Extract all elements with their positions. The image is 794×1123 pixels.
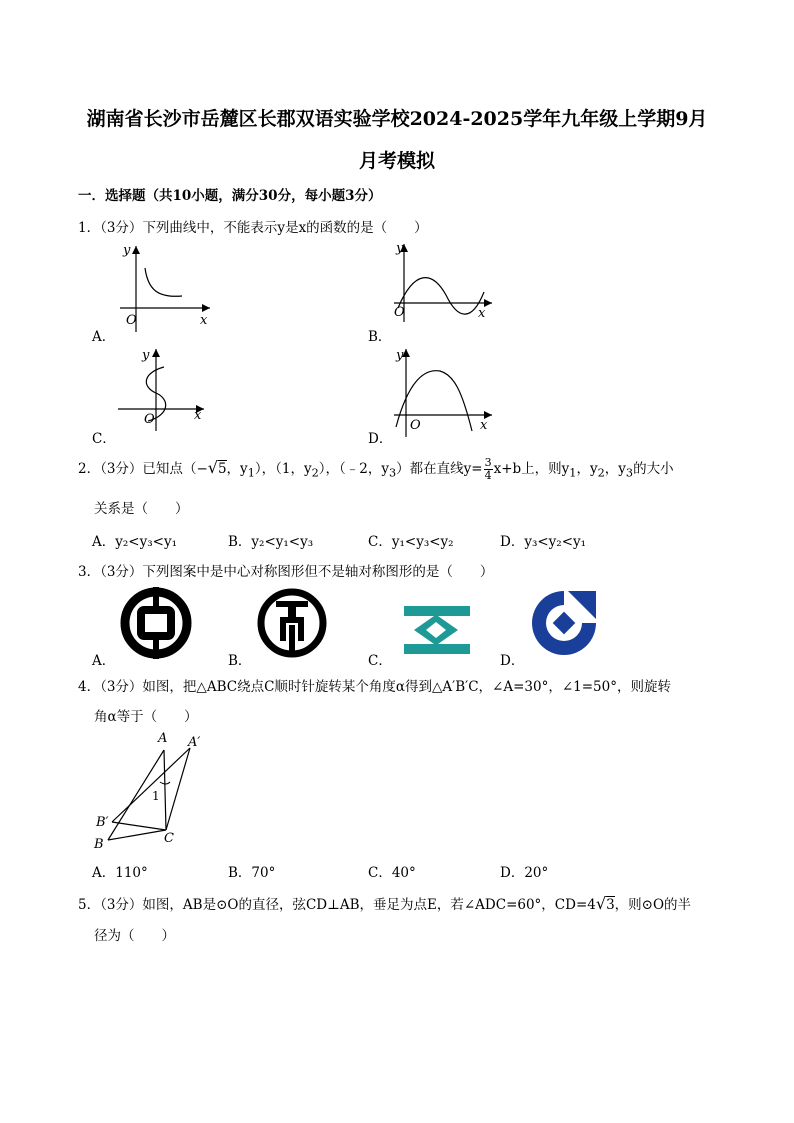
option-text: 20° [524, 865, 549, 881]
q1-option-b[interactable]: B． [368, 329, 392, 345]
q4-option-b[interactable] [228, 861, 275, 881]
emblem-stem-icon [289, 625, 295, 653]
q2-number: 2． [78, 461, 101, 477]
q3-text: （3分）下列图案中是中心对称图形但不是轴对称图形的是（ ） [100, 564, 494, 580]
c-corner-icon [568, 591, 596, 619]
q1-text: 下列曲线中，不能表示y是x的函数的是（ ） [142, 220, 428, 236]
q2-cmp3: 3 [625, 466, 634, 480]
origin-label: O [410, 418, 421, 433]
q2-tail: 的大小 [633, 461, 674, 477]
q5-stem [78, 893, 691, 913]
curve [396, 371, 472, 431]
segment-ac [164, 750, 166, 830]
option-label: C． [368, 534, 392, 550]
q4-option-a[interactable] [92, 861, 148, 881]
segment-a2b2 [112, 748, 190, 822]
label-c: C [164, 831, 174, 846]
q3-option-a[interactable]: A． [92, 653, 116, 669]
q2-paren: （ [182, 461, 197, 477]
q5-text: （3分）如图，AB是⊙O的直径，弦CD⊥AB，垂足为点E，若∠ADC=60°，CD=4 [100, 897, 596, 913]
y-label: y [123, 243, 131, 258]
q4-number: 4． [78, 679, 101, 695]
option-text: 110° [115, 865, 148, 881]
q4-option-d[interactable] [500, 861, 548, 881]
q5-number: 5． [78, 897, 101, 913]
q3-option-d[interactable]: D． [500, 653, 525, 669]
q2-stem [78, 454, 674, 488]
origin-label: O [144, 412, 155, 427]
q3-stem [78, 560, 493, 580]
c-square-icon [553, 612, 576, 635]
q2-frac-num: 3 [484, 456, 492, 469]
option-label: B． [228, 534, 252, 550]
q1-option-c[interactable]: C． [92, 431, 116, 447]
q2-minus: − [196, 461, 208, 477]
q2-line-pre: ）都在直线y= [396, 461, 483, 477]
q2-p3: ），（﹣2，y [318, 461, 389, 477]
label-angle-1: 1 [152, 789, 160, 803]
q1-number: 1． [78, 220, 101, 236]
y-label: y [142, 348, 150, 363]
doc-title-line2: 月考模拟 [358, 150, 435, 172]
q2-text-pre: （3分）已知点 [100, 461, 183, 477]
option-text: y₂<y₃<y₁ [115, 534, 177, 550]
option-label: D． [500, 534, 525, 550]
label-a: A [158, 731, 168, 746]
y-label: y [396, 348, 404, 363]
x-label: x [194, 408, 202, 423]
doc-title-line1: 湖南省长沙市岳麓区长郡双语实验学校2024-2025学年九年级上学期9月 [86, 108, 708, 130]
x-label: x [478, 306, 486, 321]
q3-option-b[interactable]: B． [228, 653, 252, 669]
option-text: 70° [251, 865, 276, 881]
curve [145, 268, 182, 296]
q1-graph-b [388, 240, 498, 330]
q1-graph-c [112, 345, 212, 435]
q2-frac-den: 4 [484, 469, 492, 482]
q2-sep1: ，y [576, 461, 598, 477]
q2-sub1: 1 [247, 466, 255, 480]
q1-graph-a [110, 240, 220, 340]
q2-sep2: ，y [604, 461, 626, 477]
q2-line-post: x+b上，则y [493, 461, 570, 477]
q3-logo-b [256, 587, 328, 659]
q3-option-c[interactable]: C． [368, 653, 392, 669]
q2-fraction [484, 457, 493, 482]
q4-figure [88, 728, 218, 853]
q1-graph-d [388, 345, 498, 440]
option-text: 40° [391, 865, 416, 881]
origin-label: O [394, 305, 405, 320]
segment-a2c [166, 748, 190, 830]
label-b: B [94, 837, 104, 852]
y-label: y [396, 241, 404, 256]
option-label: A． [92, 534, 116, 550]
q1-score: （3分） [100, 220, 143, 236]
section-heading: 一．选择题（共10小题，满分30分，每小题3分） [78, 188, 382, 204]
x-label: x [480, 418, 488, 433]
sqrt-icon: √ [207, 458, 218, 477]
q2-option-c[interactable] [368, 530, 454, 550]
y-arrow-icon [132, 246, 140, 254]
option-label: A． [92, 865, 116, 881]
q3-logo-c [394, 600, 480, 660]
q2-stem-line2: 关系是（ ） [94, 501, 189, 517]
option-label: C． [368, 865, 392, 881]
option-label: D． [500, 865, 525, 881]
q4-option-c[interactable] [368, 861, 416, 881]
label-b-prime: B′ [96, 815, 109, 830]
segment-b2c [112, 822, 166, 830]
q3-logo-d [528, 587, 600, 659]
q5-sqrt-value: 3 [606, 897, 615, 913]
q2-option-b[interactable] [228, 530, 313, 550]
x-label: x [200, 313, 208, 328]
q2-sub3: 3 [388, 466, 397, 480]
x-arrow-icon [202, 304, 210, 312]
q4-text: （3分）如图，把△ABC绕点C顺时针旋转某个角度α得到△A′B′C，∠A=30°，∠1=50°，则旋转 [100, 679, 671, 695]
label-a-prime: A′ [188, 735, 201, 750]
q2-cmp1: 1 [569, 466, 577, 480]
q2-cmp2: 2 [597, 466, 605, 480]
q2-option-d[interactable] [500, 530, 586, 550]
coin-square-icon [141, 610, 171, 636]
curve [398, 278, 484, 315]
q4-stem [78, 675, 671, 695]
q2-option-a[interactable] [92, 530, 177, 550]
q2-sqrt-value: 5 [217, 461, 227, 477]
sqrt-icon: √ [595, 894, 607, 913]
q3-number: 3． [78, 564, 101, 580]
q2-sub2: 2 [311, 466, 319, 480]
option-text: y₃<y₂<y₁ [524, 534, 587, 550]
q1-option-a[interactable]: A． [92, 329, 116, 345]
q1-option-d[interactable]: D． [368, 431, 393, 447]
option-text: y₁<y₃<y₂ [391, 534, 454, 550]
q4-stem-line2: 角α等于（ ） [94, 709, 198, 725]
option-label: B． [228, 865, 252, 881]
origin-label: O [126, 313, 137, 328]
q5-stem-line2: 径为（ ） [94, 928, 175, 944]
q2-y1: ，y [226, 461, 248, 477]
y-arrow-icon [152, 349, 160, 357]
option-text: y₂<y₁<y₃ [251, 534, 314, 550]
q3-logo-a [120, 587, 192, 659]
segment-bc [108, 830, 166, 840]
q5-tail: ，则⊙O的半 [614, 897, 692, 913]
q2-p2: ），（1，y [254, 461, 312, 477]
q1-stem [78, 216, 428, 236]
